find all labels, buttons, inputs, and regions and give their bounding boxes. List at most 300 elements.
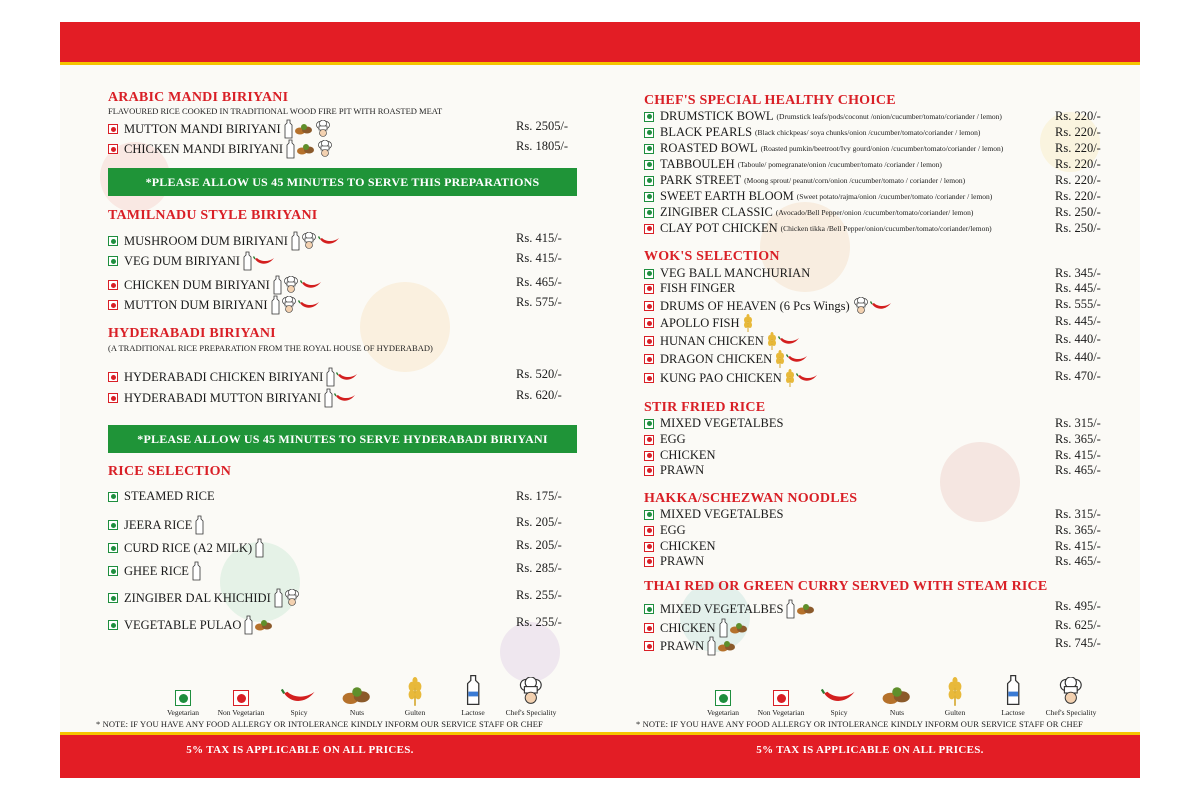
- item-price: Rs. 445/-: [1055, 314, 1101, 328]
- menu-item: [644, 332, 800, 350]
- top-divider: [60, 62, 1140, 65]
- item-description: (Drumstick leafs/pods/coconut /onion/cucumber/tomato/coriander / lemon): [776, 112, 1002, 121]
- legend-label: Nuts: [889, 708, 905, 717]
- item-price: Rs. 495/-: [1055, 599, 1101, 613]
- item-price: Rs. 415/-: [516, 251, 562, 265]
- lactose-icon: [466, 674, 480, 706]
- dietary-icons: [853, 297, 892, 315]
- lactose-icon: [1006, 674, 1020, 706]
- item-name: DRUMS OF HEAVEN (6 Pcs Wings): [660, 298, 850, 313]
- section-title: TAMILNADU STYLE BIRIYANI: [108, 208, 318, 223]
- vegetarian-icon: [108, 620, 118, 630]
- item-price: Rs. 415/-: [516, 231, 562, 245]
- non-vegetarian-icon: [108, 124, 118, 134]
- dietary-icons: [244, 615, 274, 635]
- legend-label: Lactose: [461, 708, 485, 717]
- non-vegetarian-icon: [644, 451, 654, 461]
- lactose-icon: [271, 295, 280, 315]
- vegetarian-icon: [175, 690, 191, 706]
- section-title: RICE SELECTION: [108, 464, 232, 479]
- menu-item: [644, 189, 992, 204]
- nuts-icon: [254, 618, 274, 632]
- item-price: Rs. 220/-: [1055, 141, 1101, 155]
- spicy-icon: [281, 687, 316, 706]
- dietary-icons: [255, 538, 264, 558]
- legend-item: [694, 678, 752, 717]
- bg-decoration: [360, 282, 450, 372]
- nuts-icon: [296, 142, 316, 156]
- item-name: VEG BALL MANCHURIAN: [660, 266, 811, 280]
- menu-item: [644, 297, 892, 315]
- legend-label: Chef's Speciality: [1045, 708, 1097, 717]
- item-price: Rs. 255/-: [516, 615, 562, 629]
- item-price: Rs. 625/-: [1055, 618, 1101, 632]
- menu-item: [108, 275, 322, 295]
- vegetarian-icon: [108, 492, 118, 502]
- item-price: Rs. 1805/-: [516, 139, 569, 153]
- item-description: (Avocado/Bell Pepper/onion /cucumber/tomato/coriander/ lemon): [775, 208, 974, 217]
- vegetarian-icon: [715, 690, 731, 706]
- gluten-icon: [775, 350, 785, 368]
- menu-item: [108, 251, 275, 271]
- item-description: (Roasted pumkin/beetroot/Ivy gourd/onion /cucumber/tomato/coriander / lemon): [760, 144, 1004, 153]
- menu-item: [644, 369, 818, 387]
- vegetarian-icon: [644, 160, 654, 170]
- item-price: Rs. 255/-: [516, 588, 562, 602]
- menu-item: [644, 523, 686, 538]
- item-name: CHICKEN: [660, 448, 716, 462]
- non-vegetarian-icon: [644, 641, 654, 651]
- menu-item: [108, 515, 204, 535]
- spicy-icon: [253, 255, 275, 267]
- chef-icon: [284, 589, 300, 607]
- non-vegetarian-icon: [644, 336, 654, 346]
- dietary-icons: [271, 295, 320, 315]
- non-vegetarian-icon: [233, 690, 249, 706]
- tax-note-right: 5% TAX IS APPLICABLE ON ALL PRICES.: [756, 744, 984, 756]
- item-price: Rs. 365/-: [1055, 432, 1101, 446]
- item-name: DRAGON CHICKEN: [660, 351, 773, 366]
- legend-item: [444, 678, 502, 717]
- menu-item: [644, 157, 942, 172]
- vegetarian-icon: [644, 269, 654, 279]
- item-price: Rs. 220/-: [1055, 189, 1101, 203]
- item-price: Rs. 220/-: [1055, 173, 1101, 187]
- item-name: VEGETABLE PULAO: [124, 617, 242, 632]
- menu-item: [108, 367, 358, 387]
- item-price: Rs. 285/-: [516, 561, 562, 575]
- menu-item: [644, 109, 1002, 124]
- item-name: MIXED VEGETALBES: [660, 416, 784, 430]
- item-price: Rs. 745/-: [1055, 636, 1101, 650]
- gluten-icon: [407, 677, 423, 706]
- spicy-icon: [786, 353, 808, 365]
- notice-banner: *PLEASE ALLOW US 45 MINUTES TO SERVE HYDERABADI BIRIYANI: [108, 425, 577, 453]
- dietary-icons: [767, 332, 800, 350]
- menu-item: [644, 350, 808, 368]
- menu-item: [108, 489, 215, 504]
- menu-item: [108, 538, 264, 558]
- item-price: Rs. 575/-: [516, 295, 562, 309]
- item-name: SWEET EARTH BLOOM: [660, 189, 794, 203]
- menu-item: [108, 295, 320, 315]
- nuts-icon: [294, 122, 314, 136]
- dietary-icons: [785, 369, 818, 387]
- vegetarian-icon: [644, 208, 654, 218]
- menu-item: [644, 618, 749, 638]
- dietary-icons: [324, 388, 356, 408]
- dietary-icons: [707, 636, 737, 656]
- item-price: Rs. 465/-: [1055, 463, 1101, 477]
- item-price: Rs. 250/-: [1055, 221, 1101, 235]
- lactose-icon: [719, 618, 728, 638]
- item-name: PRAWN: [660, 463, 705, 477]
- spicy-icon: [336, 371, 358, 383]
- item-name: BLACK PEARLS: [660, 125, 753, 139]
- menu-item: [644, 554, 704, 569]
- legend-item: [984, 678, 1042, 717]
- tax-note-left: 5% TAX IS APPLICABLE ON ALL PRICES.: [186, 744, 414, 756]
- section-subtitle: FLAVOURED RICE COOKED IN TRADITIONAL WOOD FIRE PIT WITH ROASTED MEAT: [108, 106, 443, 116]
- vegetarian-icon: [644, 144, 654, 154]
- allergy-note-left: * NOTE: IF YOU HAVE ANY FOOD ALLERGY OR INTOLERANCE KINDLY INFORM OUR SERVICE STAFF OR CHEF: [96, 719, 543, 729]
- vegetarian-icon: [644, 128, 654, 138]
- non-vegetarian-icon: [108, 280, 118, 290]
- non-vegetarian-icon: [644, 623, 654, 633]
- bg-decoration: [500, 622, 560, 682]
- menu-item: [644, 599, 816, 619]
- notice-banner: *PLEASE ALLOW US 45 MINUTES TO SERVE THIS PREPARATIONS: [108, 168, 577, 196]
- vegetarian-icon: [108, 543, 118, 553]
- legend-label: Nuts: [349, 708, 365, 717]
- item-price: Rs. 175/-: [516, 489, 562, 503]
- section-title: HYDERABADI BIRIYANI: [108, 326, 276, 341]
- chef-icon: [315, 120, 331, 138]
- item-price: Rs. 220/-: [1055, 109, 1101, 123]
- item-name: CHICKEN DUM BIRIYANI: [124, 277, 270, 292]
- item-price: Rs. 250/-: [1055, 205, 1101, 219]
- allergy-note-right: * NOTE: IF YOU HAVE ANY FOOD ALLERGY OR INTOLERANCE KINDLY INFORM OUR SERVICE STAFF OR CHEF: [636, 719, 1083, 729]
- nuts-icon: [881, 684, 913, 706]
- vegetarian-icon: [108, 256, 118, 266]
- legend-item: [270, 678, 328, 717]
- lactose-icon: [273, 275, 282, 295]
- lactose-icon: [195, 515, 204, 535]
- legend-item: [502, 678, 560, 717]
- legend-label: Spicy: [290, 708, 308, 717]
- vegetarian-icon: [644, 192, 654, 202]
- dietary-icons: [291, 231, 340, 251]
- legend-label: Lactose: [1001, 708, 1025, 717]
- item-name: GHEE RICE: [124, 563, 189, 578]
- item-name: ROASTED BOWL: [660, 141, 758, 155]
- vegetarian-icon: [108, 236, 118, 246]
- item-price: Rs. 415/-: [1055, 539, 1101, 553]
- lactose-icon: [274, 588, 283, 608]
- dietary-icons: [195, 515, 204, 535]
- non-vegetarian-icon: [644, 373, 654, 383]
- non-vegetarian-icon: [644, 318, 654, 328]
- item-price: Rs. 555/-: [1055, 297, 1101, 311]
- nuts-icon: [341, 684, 373, 706]
- chef-icon: [518, 677, 544, 706]
- item-name: TABBOULEH: [660, 157, 735, 171]
- item-name: JEERA RICE: [124, 517, 193, 532]
- dietary-icons: [284, 119, 331, 139]
- chef-icon: [1058, 677, 1084, 706]
- non-vegetarian-icon: [644, 354, 654, 364]
- item-name: CHICKEN: [660, 620, 716, 635]
- lactose-icon: [192, 561, 201, 581]
- legend-item: [810, 678, 868, 717]
- lactose-icon: [324, 388, 333, 408]
- lactose-icon: [786, 599, 795, 619]
- legend-label: Non Vegetarian: [217, 708, 265, 717]
- item-name: VEG DUM BIRIYANI: [124, 253, 240, 268]
- menu-item: [644, 314, 753, 332]
- item-name: ZINGIBER CLASSIC: [660, 205, 773, 219]
- dietary-icons: [775, 350, 808, 368]
- item-description: (Black chickpeas/ soya chunks/onion /cucumber/tomato/coriander / lemon): [755, 128, 981, 137]
- menu-item: [644, 448, 716, 463]
- lactose-icon: [243, 251, 252, 271]
- legend-right: [694, 678, 1100, 717]
- lactose-icon: [244, 615, 253, 635]
- dietary-icons: [192, 561, 201, 581]
- menu-item: [644, 205, 973, 220]
- vegetarian-icon: [644, 604, 654, 614]
- menu-item: [644, 281, 735, 296]
- non-vegetarian-icon: [644, 526, 654, 536]
- spicy-icon: [821, 687, 856, 706]
- chef-icon: [281, 296, 297, 314]
- item-price: Rs. 470/-: [1055, 369, 1101, 383]
- dietary-icons: [274, 588, 300, 608]
- legend-label: Gulten: [944, 708, 966, 717]
- non-vegetarian-icon: [108, 300, 118, 310]
- section-title: HAKKA/SCHEZWAN NOODLES: [644, 491, 858, 506]
- dietary-icons: [786, 599, 816, 619]
- item-name: MUSHROOM DUM BIRIYANI: [124, 233, 288, 248]
- menu-item: [644, 141, 1003, 156]
- menu-item: [108, 388, 356, 408]
- item-price: Rs. 620/-: [516, 388, 562, 402]
- item-description: (Taboule/ pomegranate/onion /cucumber/tomato /coriander / lemon): [737, 160, 942, 169]
- lactose-icon: [707, 636, 716, 656]
- legend-label: Vegetarian: [706, 708, 740, 717]
- item-price: Rs. 205/-: [516, 538, 562, 552]
- nuts-icon: [796, 602, 816, 616]
- item-name: FISH FINGER: [660, 281, 736, 295]
- item-name: CHICKEN MANDI BIRIYANI: [124, 141, 284, 156]
- item-price: Rs. 315/-: [1055, 507, 1101, 521]
- spicy-icon: [298, 299, 320, 311]
- item-name: CLAY POT CHICKEN: [660, 221, 778, 235]
- item-name: HUNAN CHICKEN: [660, 333, 764, 348]
- item-name: MIXED VEGETALBES: [660, 601, 784, 616]
- chef-icon: [317, 140, 333, 158]
- item-price: Rs. 440/-: [1055, 332, 1101, 346]
- non-vegetarian-icon: [108, 144, 118, 154]
- vegetarian-icon: [108, 593, 118, 603]
- section-title: ARABIC MANDI BIRIYANI: [108, 90, 289, 105]
- nuts-icon: [717, 639, 737, 653]
- nuts-icon: [729, 621, 749, 635]
- section-subtitle: (A TRADITIONAL RICE PREPARATION FROM THE ROYAL HOUSE OF HYDERABAD): [108, 343, 433, 353]
- item-description: (Moong sprout/ peanut/corn/onion /cucumber/tomato / coriander / lemon): [744, 176, 966, 185]
- gluten-icon: [767, 332, 777, 350]
- legend-label: Gulten: [404, 708, 426, 717]
- menu-item: [644, 416, 783, 431]
- chef-icon: [283, 276, 299, 294]
- section-title: CHEF'S SPECIAL HEALTHY CHOICE: [644, 93, 896, 108]
- non-vegetarian-icon: [644, 435, 654, 445]
- non-vegetarian-icon: [773, 690, 789, 706]
- dietary-icons: [719, 618, 749, 638]
- menu-item: [644, 173, 965, 188]
- menu-item: [644, 507, 783, 522]
- item-name: PRAWN: [660, 554, 705, 568]
- lactose-icon: [326, 367, 335, 387]
- item-price: Rs. 315/-: [1055, 416, 1101, 430]
- item-price: Rs. 220/-: [1055, 157, 1101, 171]
- gluten-icon: [947, 677, 963, 706]
- item-name: STEAMED RICE: [124, 489, 215, 503]
- item-name: MUTTON MANDI BIRIYANI: [124, 121, 281, 136]
- item-name: HYDERABADI MUTTON BIRIYANI: [124, 390, 321, 405]
- item-price: Rs. 465/-: [1055, 554, 1101, 568]
- non-vegetarian-icon: [644, 466, 654, 476]
- non-vegetarian-icon: [644, 301, 654, 311]
- dietary-icons: [326, 367, 358, 387]
- dietary-icons: [743, 314, 753, 332]
- dietary-icons: [243, 251, 275, 271]
- item-price: Rs. 415/-: [1055, 448, 1101, 462]
- legend-left: [154, 678, 560, 717]
- spicy-icon: [778, 335, 800, 347]
- gluten-icon: [743, 314, 753, 332]
- menu-item: [108, 139, 333, 159]
- item-description: (Sweet potato/rajma/onion /cucumber/tomato /coriander / lemon): [796, 192, 993, 201]
- legend-item: [1042, 678, 1100, 717]
- item-name: MIXED VEGETALBES: [660, 507, 784, 521]
- legend-label: Spicy: [830, 708, 848, 717]
- menu-spread: [60, 22, 1140, 778]
- item-price: Rs. 345/-: [1055, 266, 1101, 280]
- item-price: Rs. 365/-: [1055, 523, 1101, 537]
- item-price: Rs. 440/-: [1055, 350, 1101, 364]
- menu-item: [108, 588, 300, 608]
- vegetarian-icon: [644, 176, 654, 186]
- spicy-icon: [870, 300, 892, 312]
- legend-item: [926, 678, 984, 717]
- menu-item: [644, 463, 704, 478]
- chef-icon: [853, 297, 869, 315]
- menu-item: [644, 125, 980, 140]
- spicy-icon: [334, 392, 356, 404]
- legend-item: [212, 678, 270, 717]
- legend-item: [154, 678, 212, 717]
- menu-item: [644, 432, 686, 447]
- item-price: Rs. 2505/-: [516, 119, 569, 133]
- vegetarian-icon: [108, 566, 118, 576]
- non-vegetarian-icon: [644, 542, 654, 552]
- vegetarian-icon: [644, 419, 654, 429]
- non-vegetarian-icon: [108, 372, 118, 382]
- item-price: Rs. 520/-: [516, 367, 562, 381]
- vegetarian-icon: [644, 112, 654, 122]
- item-name: EGG: [660, 523, 686, 537]
- item-price: Rs. 205/-: [516, 515, 562, 529]
- vegetarian-icon: [644, 510, 654, 520]
- section-title: THAI RED OR GREEN CURRY SERVED WITH STEAM RICE: [644, 579, 1048, 594]
- section-title: STIR FRIED RICE: [644, 400, 766, 415]
- lactose-icon: [286, 139, 295, 159]
- non-vegetarian-icon: [644, 224, 654, 234]
- spicy-icon: [318, 235, 340, 247]
- item-name: PRAWN: [660, 638, 705, 653]
- menu-item: [108, 615, 274, 635]
- chef-icon: [301, 232, 317, 250]
- menu-item: [644, 636, 737, 656]
- item-name: CURD RICE (A2 MILK): [124, 540, 253, 555]
- lactose-icon: [291, 231, 300, 251]
- item-price: Rs. 465/-: [516, 275, 562, 289]
- vegetarian-icon: [108, 520, 118, 530]
- bg-decoration: [940, 442, 1020, 522]
- item-name: HYDERABADI CHICKEN BIRIYANI: [124, 369, 324, 384]
- menu-item: [108, 119, 331, 139]
- lactose-icon: [284, 119, 293, 139]
- section-title: WOK'S SELECTION: [644, 249, 780, 264]
- menu-item: [108, 231, 340, 251]
- item-name: DRUMSTICK BOWL: [660, 109, 774, 123]
- item-name: MUTTON DUM BIRIYANI: [124, 297, 268, 312]
- item-name: CHICKEN: [660, 539, 716, 553]
- legend-label: Chef's Speciality: [505, 708, 557, 717]
- item-price: Rs. 220/-: [1055, 125, 1101, 139]
- legend-label: Non Vegetarian: [757, 708, 805, 717]
- spicy-icon: [796, 372, 818, 384]
- item-price: Rs. 445/-: [1055, 281, 1101, 295]
- menu-item: [644, 221, 992, 236]
- legend-item: [328, 678, 386, 717]
- non-vegetarian-icon: [644, 557, 654, 567]
- dietary-icons: [286, 139, 333, 159]
- menu-item: [644, 266, 810, 281]
- legend-item: [752, 678, 810, 717]
- dietary-icons: [273, 275, 322, 295]
- bottom-banner: [60, 735, 1140, 778]
- gluten-icon: [785, 369, 795, 387]
- non-vegetarian-icon: [108, 393, 118, 403]
- legend-item: [386, 678, 444, 717]
- item-name: APOLLO FISH: [660, 315, 740, 330]
- top-banner: [60, 22, 1140, 62]
- legend-label: Vegetarian: [166, 708, 200, 717]
- item-name: PARK STREET: [660, 173, 742, 187]
- menu-item: [108, 561, 201, 581]
- menu-item: [644, 539, 716, 554]
- item-name: KUNG PAO CHICKEN: [660, 370, 782, 385]
- item-name: ZINGIBER DAL KHICHIDI: [124, 590, 271, 605]
- lactose-icon: [255, 538, 264, 558]
- spicy-icon: [300, 279, 322, 291]
- non-vegetarian-icon: [644, 284, 654, 294]
- item-name: EGG: [660, 432, 686, 446]
- item-description: (Chicken tikka /Bell Pepper/onion/cucumber/tomato/coriander/lemon): [780, 224, 992, 233]
- legend-item: [868, 678, 926, 717]
